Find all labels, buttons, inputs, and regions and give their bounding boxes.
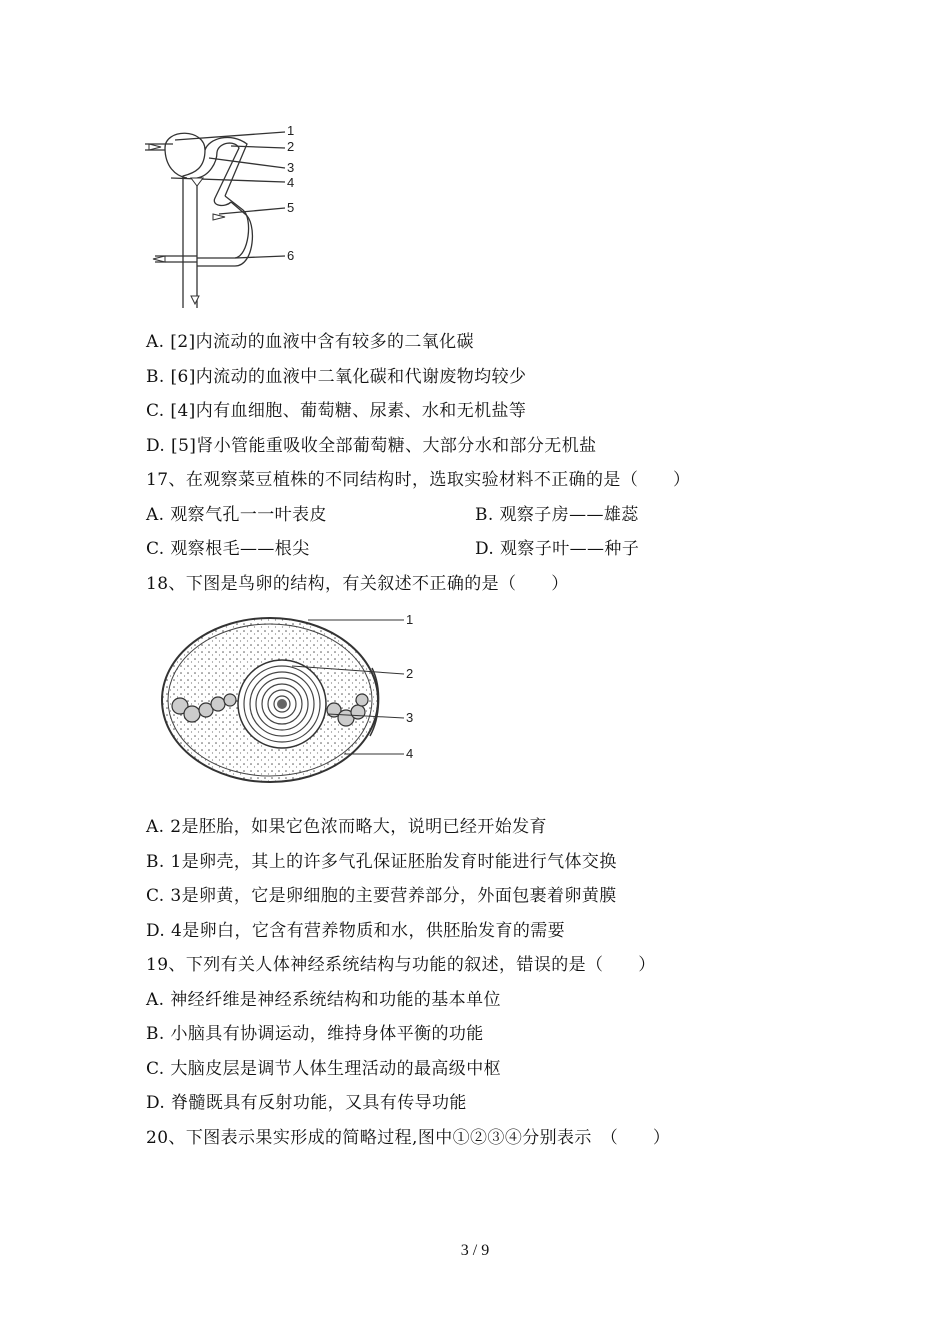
q17-option-a: A. 观察气孔一一叶表皮 — [146, 505, 327, 525]
nephron-label-3: 3 — [287, 160, 295, 175]
nephron-label-5: 5 — [287, 200, 295, 215]
egg-label-1: 1 — [406, 612, 414, 627]
egg-label-4: 4 — [406, 746, 414, 761]
q19-option-a: A. 神经纤维是神经系统结构和功能的基本单位 — [146, 990, 501, 1010]
q18-stem: 18、下图是鸟卵的结构，有关叙述不正确的是（ ） — [146, 574, 569, 594]
q19-stem: 19、下列有关人体神经系统结构与功能的叙述，错误的是（ ） — [146, 955, 656, 975]
q16-option-c: C. [4]内有血细胞、葡萄糖、尿素、水和无机盐等 — [146, 401, 527, 421]
egg-label-2: 2 — [406, 666, 414, 681]
q19-option-c: C. 大脑皮层是调节人体生理活动的最高级中枢 — [146, 1059, 502, 1079]
nephron-label-2: 2 — [287, 139, 295, 154]
nephron-diagram — [135, 118, 305, 310]
q16-option-d: D. [5]肾小管能重吸收全部葡萄糖、大部分水和部分无机盐 — [146, 436, 597, 456]
nephron-label-4: 4 — [287, 175, 295, 190]
page-number: 3 / 9 — [460, 1242, 490, 1259]
q16-option-b: B. [6]内流动的血液中二氧化碳和代谢废物均较少 — [146, 367, 527, 387]
q17-option-b: B. 观察子房——雄蕊 — [475, 505, 639, 525]
bird-egg-diagram — [158, 608, 428, 788]
q20-stem: 20、下图表示果实形成的简略过程,图中①②③④分别表示 （ ） — [146, 1128, 671, 1148]
q18-option-b: B. 1是卵壳，其上的许多气孔保证胚胎发育时能进行气体交换 — [146, 852, 617, 872]
q19-option-b: B. 小脑具有协调运动，维持身体平衡的功能 — [146, 1024, 484, 1044]
q16-option-a: A. [2]内流动的血液中含有较多的二氧化碳 — [146, 332, 474, 352]
q17-stem: 17、在观察菜豆植株的不同结构时，选取实验材料不正确的是（ ） — [146, 470, 691, 490]
egg-label-3: 3 — [406, 710, 414, 725]
q18-option-a: A. 2是胚胎，如果它色浓而略大，说明已经开始发育 — [146, 817, 547, 837]
q17-option-d: D. 观察子叶——种子 — [475, 539, 640, 559]
nephron-label-1: 1 — [287, 123, 295, 138]
q19-option-d: D. 脊髓既具有反射功能，又具有传导功能 — [146, 1093, 467, 1113]
q17-option-c: C. 观察根毛——根尖 — [146, 539, 310, 559]
q18-option-d: D. 4是卵白，它含有营养物质和水，供胚胎发育的需要 — [146, 921, 566, 941]
nephron-label-6: 6 — [287, 248, 295, 263]
q18-option-c: C. 3是卵黄，它是卵细胞的主要营养部分，外面包裹着卵黄膜 — [146, 886, 617, 906]
